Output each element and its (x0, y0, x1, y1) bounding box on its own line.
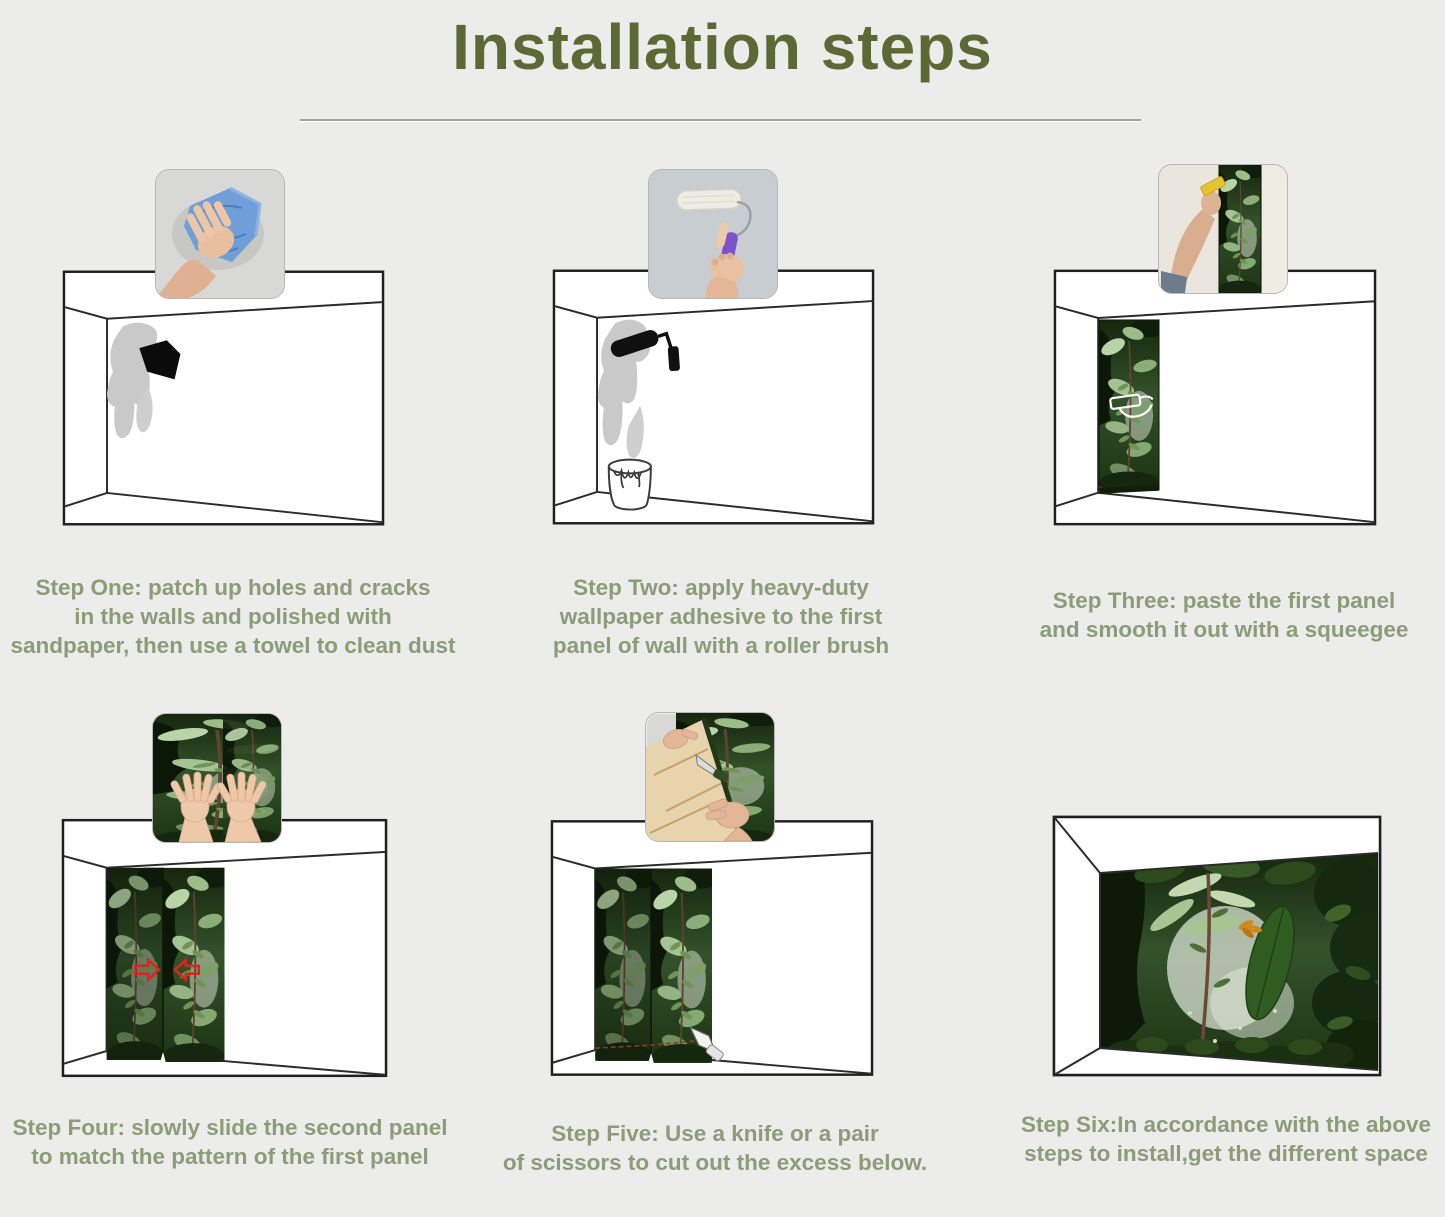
caption-line: sandpaper, then use a towel to clean dust (10, 633, 456, 658)
step-five-caption (475, 1119, 955, 1177)
step-three-inset-photo (1158, 164, 1288, 294)
caption-line: Step Four: slowly slide the second panel (12, 1115, 448, 1140)
page-title: Installation steps (452, 11, 993, 83)
caption-line: panel of wall with a roller brush (552, 633, 890, 658)
paint-bucket-icon (609, 460, 651, 510)
step-four-inset-photo (152, 713, 282, 843)
caption-line: steps to install,get the different space (1024, 1141, 1428, 1166)
step-three-caption (984, 586, 1445, 644)
step-two-room-drawing (552, 267, 875, 527)
title-divider (300, 119, 1141, 122)
step-one-caption (0, 573, 473, 660)
step-four-caption (0, 1113, 470, 1171)
step-five-inset-photo (645, 712, 775, 842)
caption-line: Step Six:In accordance with the above (1020, 1112, 1432, 1137)
caption-line: and smooth it out with a squeegee (1039, 617, 1409, 642)
caption-line: Step Three: paste the first panel (1052, 588, 1396, 613)
step-three-room-drawing (1053, 268, 1377, 527)
caption-line: Step One: patch up holes and cracks (35, 575, 431, 600)
wallpaper-panels (106, 866, 233, 1070)
caption-line: Step Five: Use a knife or a pair (551, 1121, 879, 1146)
step-six-room-drawing (1052, 815, 1382, 1077)
step-six-caption (986, 1110, 1445, 1168)
step-one-inset-photo (155, 169, 285, 299)
step-five-room-drawing (550, 817, 874, 1079)
caption-line: of scissors to cut out the excess below. (502, 1150, 928, 1175)
caption-line: wallpaper adhesive to the first (559, 604, 883, 629)
caption-line: in the walls and polished with (74, 604, 392, 629)
step-one-room-drawing (62, 268, 385, 528)
step-two-inset-photo (648, 169, 778, 299)
caption-line: Step Two: apply heavy-duty (573, 575, 869, 600)
finished-jungle-mural (1100, 849, 1382, 1076)
caption-line: to match the pattern of the first panel (31, 1144, 429, 1169)
step-two-caption (481, 573, 961, 660)
step-four-room-drawing (61, 817, 388, 1079)
